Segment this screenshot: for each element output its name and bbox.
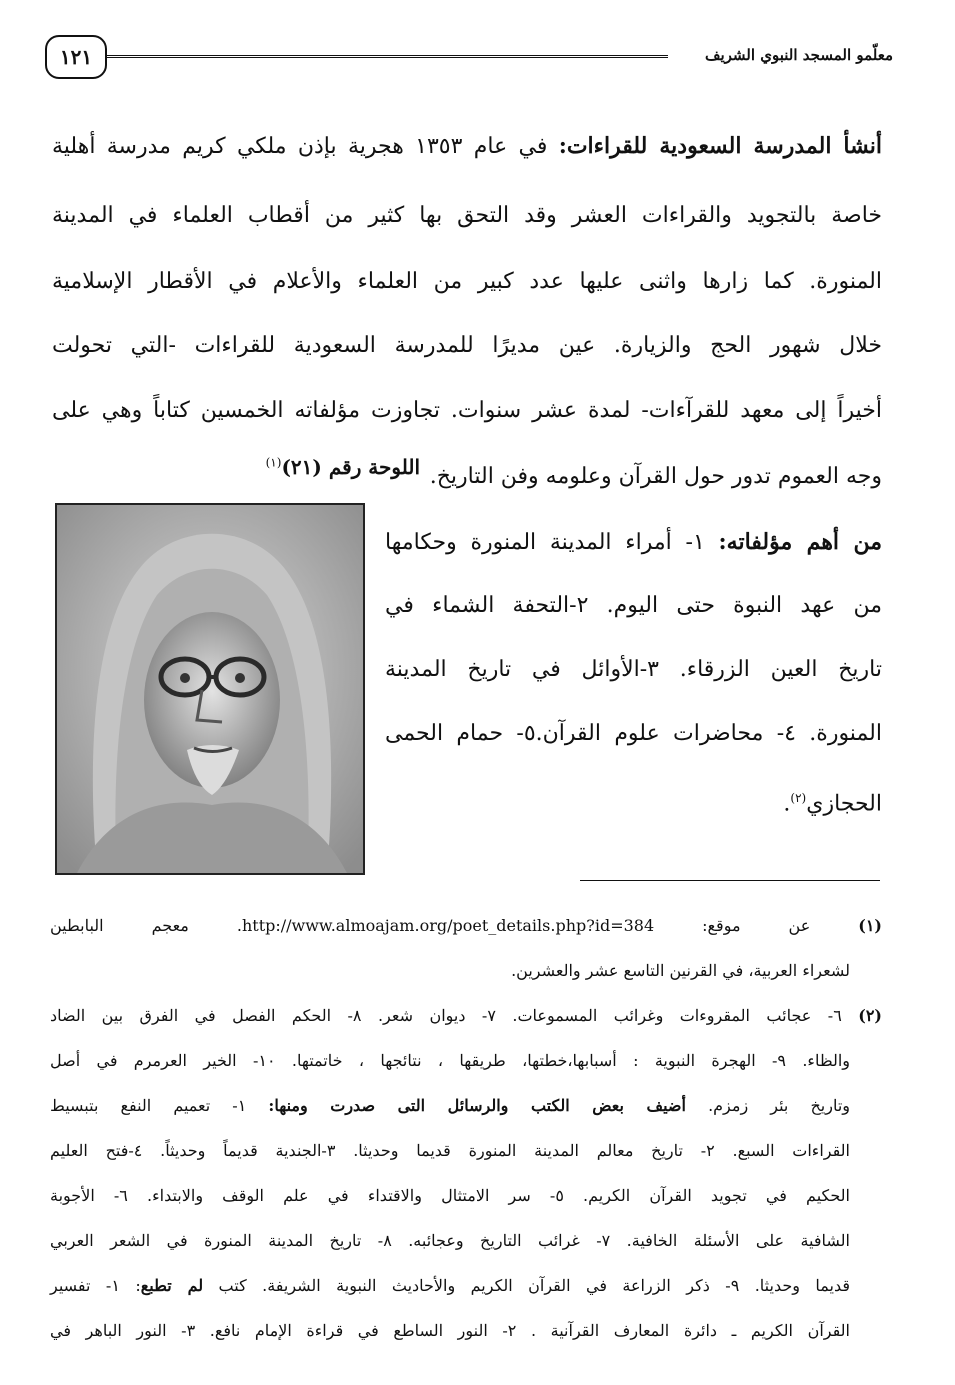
works-line-text: ١- أمراء المدينة المنورة وحكامها [385,530,705,555]
works-line [385,778,882,824]
footnote-2-line: القراءات السبع. ٢- تاريخ معالم المدينة المنورة قديما وحديثا. ٣-الجندية قديماً وحديثاً. ٤-فتح العليم [50,1141,851,1160]
works-end: . [783,791,791,817]
footnote-2-line [50,1095,850,1117]
works-line: تاريخ العين الزرقاء. ٣-الأوائل في تاريخ المدينة [385,657,882,682]
footnote-text: عن موقع: http://www.almoajam.org/poet_details.php?id=384. معجم البابطين [50,916,811,935]
footnote-text: وتاريخ بئر زمزم. [708,1096,851,1115]
plate-caption [140,455,420,479]
portrait-image [57,505,363,873]
works-line: المنورة. ٤- محاضرات علوم القرآن.٥- حمام الحمى [385,721,882,746]
footnote-text: ٦- عجائب المقروءات وغرائب المسموعات. ٧- ديوان شعر. ٨- الحكم الفصل في الفرق بين الضاد [50,1006,842,1025]
works-heading: من أهم مؤلفاته: [718,529,882,555]
body-line [52,126,882,167]
section-heading: أنشأ المدرسة السعودية للقراءات: [558,133,882,159]
running-title: معلّمو المسجد النبوي الشريف [704,46,893,64]
footnote-marker: (٢) [858,1006,882,1025]
works-note-marker: (٢) [790,791,807,805]
footnote-marker: (١) [858,916,882,935]
body-line: خاصة بالتجويد والقراءات العشر وقد التحق بها كثير من أقطاب العلماء في المدينة [52,203,882,228]
footnote-text: قديما وحديثا. ٩- ذكر الزراعة في القرآن الكريم والأحاديث النبوية الشريفة. كتب [218,1276,851,1295]
body-line: وجه العموم تدور حول القرآن وعلومه وفن التاريخ. [429,464,882,489]
footnote-2-line: الحكيم في تجويد القرآن الكريم. ٥- سر الامتثال والاقتداء في علم الوقف والابتداء. ٦- الأجوبة [50,1186,851,1205]
footnote-2-line: والظاء. ٩- الهجرة النبوية : أسبابها،خطتها، طريقها ، نتائجها ، خاتمتها. ١٠- الخير العرمرم في أصل [50,1051,850,1070]
works-line-text: الحجازي [806,791,882,817]
footnote-2-line: الشافية على الأسئلة الخافية. ٧- غرائب التاريخ وعجائبه. ٨- تاريخ المدينة المنورة في الشعر العربي [50,1231,851,1250]
works-line: من عهد النبوة حتى اليوم. ٢-التحفة الشماء في [385,593,882,618]
plate-caption-text: اللوحة رقم (٢١) [281,455,420,479]
works-line [385,522,882,563]
page-header [45,30,893,80]
header-rule [107,55,668,58]
footnote-2-line [50,1275,850,1297]
portrait-photo [55,503,365,875]
footnote-text: ١- تعميم النفع بتبسيط [50,1096,247,1115]
body-line-text: في عام ١٣٥٣ هجرية بإذن ملكي كريم مدرسة أهلية [52,134,548,159]
footnote-bold-heading: لم تطبع [140,1276,204,1295]
body-line: المنورة. كما زارها واثنى عليها عدد كبير من العلماء والأعلام في الأقطار الإسلامية [52,269,882,294]
footnote-1-line: لشعراء العربية، في القرنين التاسع عشر والعشرين. [511,961,850,980]
footnote-2-line: القرآن الكريم ـ دائرة المعارف القرآنية . ٢- النور الساطع في قراءة الإمام نافع. ٣- النور الباهر في [50,1321,851,1340]
plate-note-marker: (١) [265,455,282,470]
page-number: ١٢١ [45,35,107,79]
footnote-text: : ١- تفسير [50,1276,141,1295]
footnote-1-line [50,915,882,937]
footnote-bold-heading: أضيف بعض الكتب والرسائل التى صدرت ومنها: [268,1096,686,1115]
footnote-2-line [50,1005,882,1027]
body-line: خلال شهور الحج والزيارة. عين مديرًا للمدرسة السعودية للقراءات -التي تحولت [52,333,882,358]
footnote-rule [580,880,880,881]
body-line: أخيراً إلى معهد للقرآءات- لمدة عشر سنوات. تجاوزت مؤلفاته الخمسين كتاباً وهي على [52,398,882,423]
